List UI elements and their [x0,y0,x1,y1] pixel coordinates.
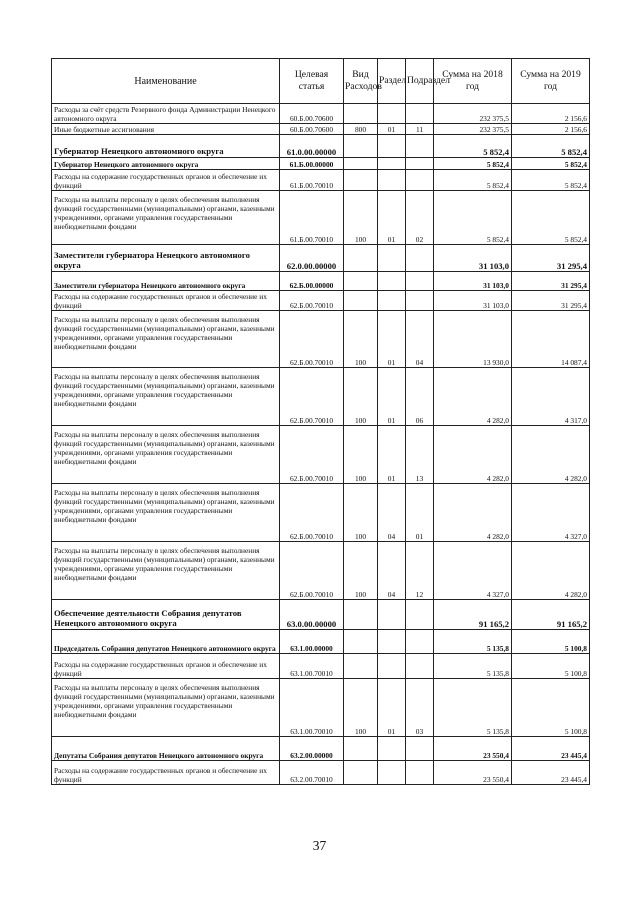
row-razdel: 01 [378,426,406,484]
row-razdel [378,654,406,679]
row-sum2019: 4 282,0 [512,426,590,484]
row-podrazdel [406,158,434,170]
row-sum2018: 91 165,2 [434,600,512,630]
row-sum2019: 31 295,4 [512,291,590,311]
row-razdel: 01 [378,191,406,245]
col-header-sum2019: Сумма на 2019 год [512,59,590,104]
col-header-podrazdel: Подраздел [406,59,434,104]
col-header-sum2018: Сумма на 2018 год [434,59,512,104]
table-row [52,170,590,191]
table-row [52,761,590,785]
row-podrazdel: 12 [406,542,434,600]
table-row [52,600,590,630]
row-code: 63.1.00.70010 [280,679,344,737]
table-row [52,291,590,311]
row-razdel [378,245,406,272]
row-sum2018: 31 103,0 [434,245,512,272]
col-header-razdel: Раздел [378,59,406,104]
table-row [52,272,590,291]
row-podrazdel [406,630,434,654]
row-podrazdel [406,737,434,761]
row-podrazdel [406,272,434,291]
row-vid: 800 [344,124,378,135]
row-vid [344,158,378,170]
row-podrazdel: 04 [406,311,434,368]
row-sum2019: 2 156,6 [512,104,590,124]
row-sum2019: 4 317,0 [512,368,590,426]
row-vid [344,600,378,630]
row-podrazdel [406,291,434,311]
row-name: Губернатор Ненецкого автономного округа [52,158,280,170]
row-sum2018: 5 852,4 [434,191,512,245]
row-sum2018: 5 852,4 [434,170,512,191]
row-vid: 100 [344,368,378,426]
row-name: Губернатор Ненецкого автономного округа [52,135,280,158]
row-podrazdel: 06 [406,368,434,426]
row-sum2018: 23 550,4 [434,761,512,785]
row-name: Председатель Собрания депутатов Ненецкого автономного округа [52,630,280,654]
row-sum2019: 14 087,4 [512,311,590,368]
row-podrazdel [406,600,434,630]
row-name: Расходы на содержание государственных органов и обеспечение их функций [52,170,280,191]
row-code: 62.Б.00.70010 [280,368,344,426]
row-name: Расходы на выплаты персоналу в целях обеспечения выполнения функций государственными (муниципальными) органами, казенными учреждениями, органами управления государственными внебюджетными фондами [52,311,280,368]
row-sum2019: 2 156,6 [512,124,590,135]
row-code: 62.Б.00.70010 [280,311,344,368]
row-vid [344,135,378,158]
row-code: 62.Б.00.00000 [280,272,344,291]
row-vid [344,761,378,785]
row-sum2018: 4 282,0 [434,426,512,484]
row-code: 61.Б.00.00000 [280,158,344,170]
row-podrazdel: 03 [406,679,434,737]
row-sum2019: 4 282,0 [512,542,590,600]
row-sum2018: 232 375,5 [434,104,512,124]
row-sum2019: 5 852,4 [512,170,590,191]
row-razdel [378,737,406,761]
row-sum2018: 31 103,0 [434,272,512,291]
row-razdel: 01 [378,679,406,737]
row-podrazdel [406,170,434,191]
row-sum2019: 5 100,8 [512,630,590,654]
col-header-vid: Вид Расходов [344,59,378,104]
row-sum2018: 5 135,8 [434,679,512,737]
row-code: 63.1.00.00000 [280,630,344,654]
row-code: 63.2.00.00000 [280,737,344,761]
table-row [52,311,590,368]
row-vid [344,630,378,654]
row-podrazdel [406,104,434,124]
row-razdel: 01 [378,311,406,368]
row-podrazdel [406,761,434,785]
row-sum2018: 5 852,4 [434,135,512,158]
row-sum2019: 31 295,4 [512,245,590,272]
row-sum2019: 4 327,0 [512,484,590,542]
row-sum2018: 23 550,4 [434,737,512,761]
table-row [52,484,590,542]
row-razdel: 01 [378,368,406,426]
row-vid [344,104,378,124]
row-name: Расходы на выплаты персоналу в целях обеспечения выполнения функций государственными (муниципальными) органами, казенными учреждениями, органами управления государственными внебюджетными фондами [52,191,280,245]
row-sum2019: 5 852,4 [512,191,590,245]
col-header-code: Целевая статья [280,59,344,104]
row-sum2018: 5 135,8 [434,654,512,679]
row-vid: 100 [344,542,378,600]
row-razdel [378,630,406,654]
table-row [52,368,590,426]
row-vid: 100 [344,679,378,737]
row-name: Расходы на содержание государственных органов и обеспечение их функций [52,291,280,311]
row-sum2018: 31 103,0 [434,291,512,311]
row-sum2018: 4 282,0 [434,368,512,426]
row-code: 63.1.00.70010 [280,654,344,679]
row-vid [344,245,378,272]
table-row [52,191,590,245]
row-sum2019: 23 445,4 [512,761,590,785]
row-name: Заместители губернатора Ненецкого автономного округа [52,272,280,291]
row-code: 61.Б.00.70010 [280,191,344,245]
row-name: Заместители губернатора Ненецкого автономного округа [52,245,280,272]
row-sum2019: 91 165,2 [512,600,590,630]
row-razdel: 01 [378,124,406,135]
row-razdel [378,170,406,191]
row-razdel [378,272,406,291]
page-number: 37 [312,838,327,853]
row-code: 62.Б.00.70010 [280,426,344,484]
col-header-name: Наименование [52,59,280,104]
row-code: 62.0.00.00000 [280,245,344,272]
table-row [52,124,590,135]
row-sum2018: 4 282,0 [434,484,512,542]
row-vid: 100 [344,484,378,542]
row-razdel [378,135,406,158]
table-row [52,158,590,170]
row-podrazdel [406,245,434,272]
table-row [52,630,590,654]
row-razdel [378,291,406,311]
table-row [52,679,590,737]
row-code: 63.0.00.00000 [280,600,344,630]
row-sum2019: 5 100,8 [512,654,590,679]
row-razdel: 04 [378,542,406,600]
row-code: 63.2.00.70010 [280,761,344,785]
row-name: Обеспечение деятельности Собрания депутатов Ненецкого автономного округа [52,600,280,630]
row-sum2019: 5 852,4 [512,158,590,170]
row-sum2019: 31 295,4 [512,272,590,291]
table-row [52,104,590,124]
row-razdel: 04 [378,484,406,542]
row-vid: 100 [344,311,378,368]
budget-table [51,58,590,785]
row-name: Расходы на выплаты персоналу в целях обеспечения выполнения функций государственными (муниципальными) органами, казенными учреждениями, органами управления государственными внебюджетными фондами [52,426,280,484]
row-sum2019: 5 852,4 [512,135,590,158]
row-sum2018: 5 852,4 [434,158,512,170]
row-sum2018: 5 135,8 [434,630,512,654]
row-code: 61.0.00.00000 [280,135,344,158]
row-podrazdel: 02 [406,191,434,245]
row-vid [344,291,378,311]
row-name: Расходы на содержание государственных органов и обеспечение их функций [52,654,280,679]
row-sum2018: 232 375,5 [434,124,512,135]
row-name: Расходы на выплаты персоналу в целях обеспечения выполнения функций государственными (муниципальными) органами, казенными учреждениями, органами управления государственными внебюджетными фондами [52,484,280,542]
row-vid [344,170,378,191]
row-podrazdel: 01 [406,484,434,542]
row-code: 62.Б.00.70010 [280,542,344,600]
row-code: 60.Б.00.70600 [280,104,344,124]
row-vid [344,654,378,679]
row-name: Расходы на выплаты персоналу в целях обеспечения выполнения функций государственными (муниципальными) органами, казенными учреждениями, органами управления государственными внебюджетными фондами [52,542,280,600]
row-vid: 100 [344,426,378,484]
row-name: Расходы на выплаты персоналу в целях обеспечения выполнения функций государственными (муниципальными) органами, казенными учреждениями, органами управления государственными внебюджетными фондами [52,679,280,737]
row-podrazdel: 13 [406,426,434,484]
row-sum2019: 5 100,8 [512,679,590,737]
row-code: 60.Б.00.70600 [280,124,344,135]
row-sum2019: 23 445,4 [512,737,590,761]
row-sum2018: 13 930,0 [434,311,512,368]
table-row [52,245,590,272]
row-name: Расходы на содержание государственных органов и обеспечение их функций [52,761,280,785]
table-row [52,654,590,679]
row-razdel [378,158,406,170]
row-code: 61.Б.00.70010 [280,170,344,191]
row-name: Депутаты Собрания депутатов Ненецкого автономного округа [52,737,280,761]
row-podrazdel [406,654,434,679]
row-name: Расходы за счёт средств Резервного фонда Администрации Ненецкого автономного округа [52,104,280,124]
row-vid: 100 [344,191,378,245]
table-header-row [52,59,590,104]
row-podrazdel [406,135,434,158]
table-row [52,426,590,484]
row-sum2018: 4 327,0 [434,542,512,600]
table-row [52,542,590,600]
row-vid [344,272,378,291]
row-name: Расходы на выплаты персоналу в целях обеспечения выполнения функций государственными (муниципальными) органами, казенными учреждениями, органами управления государственными внебюджетными фондами [52,368,280,426]
table-row [52,135,590,158]
row-name: Иные бюджетные ассигнования [52,124,280,135]
row-razdel [378,104,406,124]
table-row [52,737,590,761]
row-vid [344,737,378,761]
row-code: 62.Б.00.70010 [280,484,344,542]
row-code: 62.Б.00.70010 [280,291,344,311]
row-podrazdel: 11 [406,124,434,135]
row-razdel [378,761,406,785]
row-razdel [378,600,406,630]
